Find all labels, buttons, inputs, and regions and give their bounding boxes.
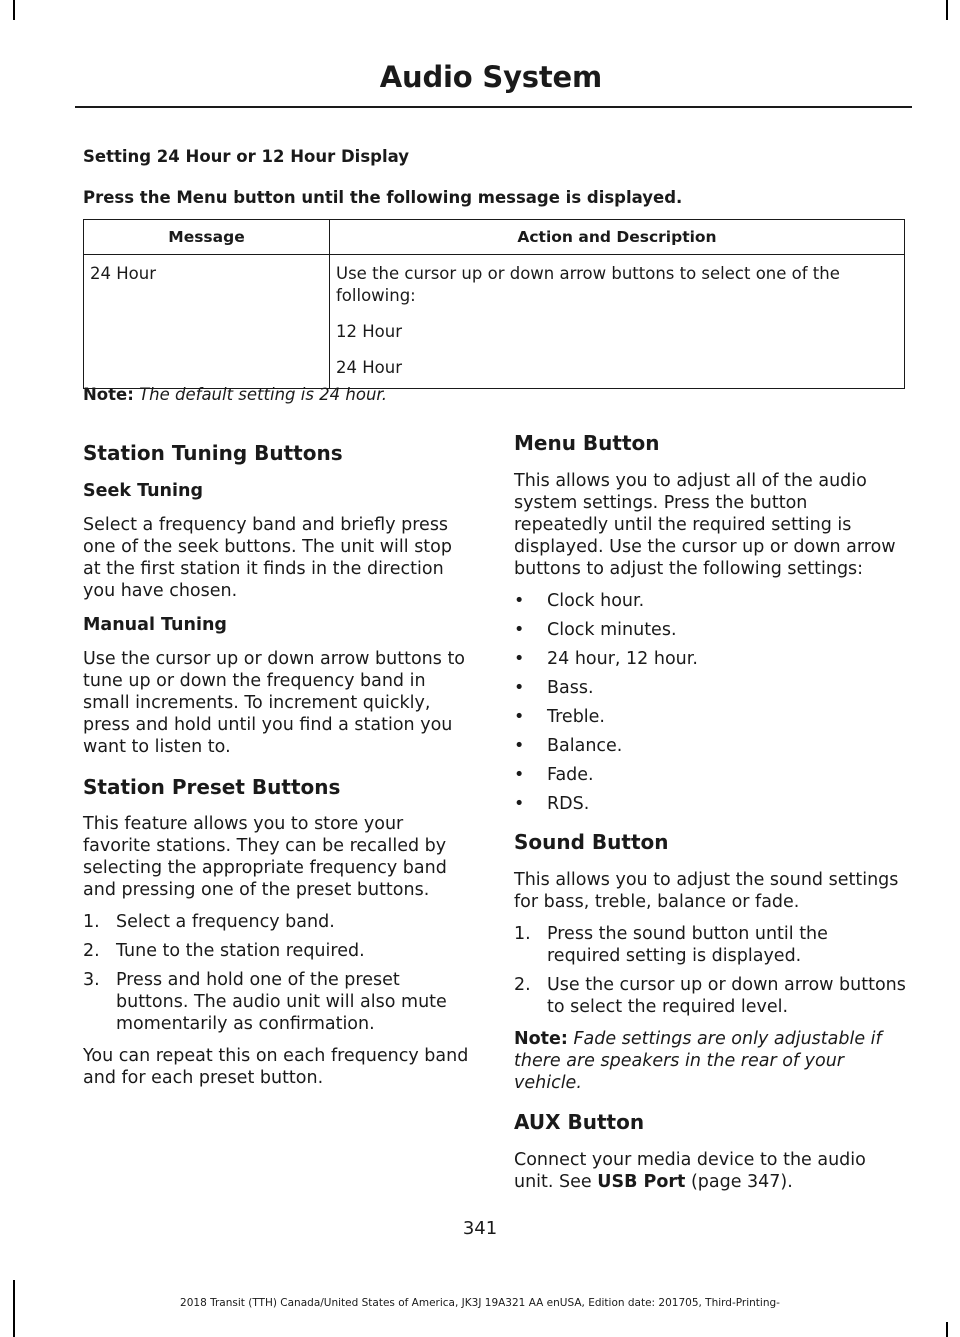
preset-text: This feature allows you to store your favorite stations. They can be recalled by selecting the appropriate frequency band and pressing one of the preset buttons.	[83, 814, 447, 900]
list-number: 3.	[83, 970, 100, 990]
page-number: 341	[462, 1218, 498, 1239]
list-text: Clock hour.	[547, 591, 645, 611]
sound-note	[514, 1028, 906, 1094]
bullet-marker: •	[514, 794, 525, 814]
section-instruction: Press the Menu button until the following message is displayed.	[83, 188, 683, 207]
message-table	[83, 219, 905, 389]
list-item	[514, 648, 906, 670]
list-item	[514, 590, 906, 612]
list-number: 1.	[83, 912, 100, 932]
list-item	[514, 677, 906, 699]
heading-station-preset: Station Preset Buttons	[83, 775, 341, 799]
table-row	[84, 255, 905, 389]
left-column	[83, 441, 475, 1101]
list-number: 2.	[83, 941, 100, 961]
list-item	[514, 793, 906, 815]
heading-sound-button: Sound Button	[514, 830, 669, 854]
table-cell-message: 24 Hour	[84, 255, 330, 389]
table-header-action: Action and Description	[330, 220, 905, 255]
heading-aux-button: AUX Button	[514, 1110, 645, 1134]
list-text: Bass.	[547, 678, 594, 698]
note-text: Fade settings are only adjustable if there are speakers in the rear of your vehicle.	[514, 1029, 882, 1093]
list-item	[514, 735, 906, 757]
heading-station-tuning: Station Tuning Buttons	[83, 441, 343, 465]
table-note	[83, 384, 475, 406]
crop-mark-bottom-right	[946, 1322, 948, 1337]
menu-text: This allows you to adjust all of the audio system settings. Press the button repeatedly until the required setting is displayed. Use the cursor up or down arrow buttons to adjust the following settings:	[514, 471, 896, 579]
footer-edition: 2018 Transit (TTH) Canada/United States of America, JK3J 19A321 AA enUSA, Edition date: 201705, Third-Printing-	[180, 1297, 780, 1309]
manual-tuning-text: Use the cursor up or down arrow buttons to tune up or down the frequency band in small increments. To increment quickly, press and hold until you find a station you want to listen to.	[83, 649, 466, 757]
heading-manual-tuning: Manual Tuning	[83, 615, 227, 635]
list-item	[514, 706, 906, 728]
header-rule	[75, 106, 912, 108]
list-text: Select a frequency band.	[116, 912, 335, 932]
right-column	[514, 431, 906, 1205]
table-cell-action	[330, 255, 905, 389]
list-item	[83, 911, 475, 933]
action-option: 24 Hour	[336, 358, 402, 377]
list-item	[514, 974, 906, 1018]
crop-mark-top-right	[946, 0, 948, 20]
bullet-marker: •	[514, 707, 525, 727]
repeat-text: You can repeat this on each frequency band and for each preset button.	[83, 1046, 469, 1088]
aux-text-before: Connect your media device to the audio unit. See	[514, 1150, 866, 1192]
sound-text: This allows you to adjust the sound settings for bass, treble, balance or fade.	[514, 870, 899, 912]
bullet-marker: •	[514, 591, 525, 611]
heading-seek-tuning: Seek Tuning	[83, 481, 203, 501]
list-text: Treble.	[547, 707, 605, 727]
action-option: 12 Hour	[336, 322, 402, 341]
list-item	[514, 923, 906, 967]
bullet-marker: •	[514, 765, 525, 785]
usb-port-link[interactable]: USB Port	[597, 1172, 686, 1192]
list-item	[514, 619, 906, 641]
bullet-marker: •	[514, 649, 525, 669]
list-text: Press the sound button until the required setting is displayed.	[547, 924, 828, 966]
list-text: Press and hold one of the preset buttons. The audio unit will also mute momentarily as confirmation.	[116, 970, 447, 1034]
bullet-marker: •	[514, 678, 525, 698]
bullet-marker: •	[514, 736, 525, 756]
list-text: Fade.	[547, 765, 594, 785]
aux-text	[514, 1149, 906, 1193]
list-text: Use the cursor up or down arrow buttons to select the required level.	[547, 975, 906, 1017]
table-header-message: Message	[84, 220, 330, 255]
note-label: Note:	[514, 1029, 568, 1049]
list-item	[514, 764, 906, 786]
list-item	[83, 940, 475, 962]
note-label: Note:	[83, 385, 134, 404]
list-text: Balance.	[547, 736, 623, 756]
section-heading-24hr: Setting 24 Hour or 12 Hour Display	[83, 147, 410, 166]
list-number: 1.	[514, 924, 531, 944]
seek-tuning-text: Select a frequency band and briefly press one of the seek buttons. The unit will stop at the first station it finds in the direction you have chosen.	[83, 515, 452, 601]
aux-text-after: (page 347).	[690, 1172, 793, 1192]
table-header-row	[84, 220, 905, 255]
list-item	[83, 969, 475, 1035]
list-text: RDS.	[547, 794, 590, 814]
note-text: The default setting is 24 hour.	[139, 385, 387, 404]
list-text: Tune to the station required.	[116, 941, 365, 961]
action-description: Use the cursor up or down arrow buttons to select one of the following:	[336, 264, 840, 305]
heading-menu-button: Menu Button	[514, 431, 660, 455]
bullet-marker: •	[514, 620, 525, 640]
page-title: Audio System	[379, 60, 602, 94]
list-text: Clock minutes.	[547, 620, 677, 640]
list-number: 2.	[514, 975, 531, 995]
list-text: 24 hour, 12 hour.	[547, 649, 698, 669]
crop-mark-top-left	[13, 0, 15, 20]
